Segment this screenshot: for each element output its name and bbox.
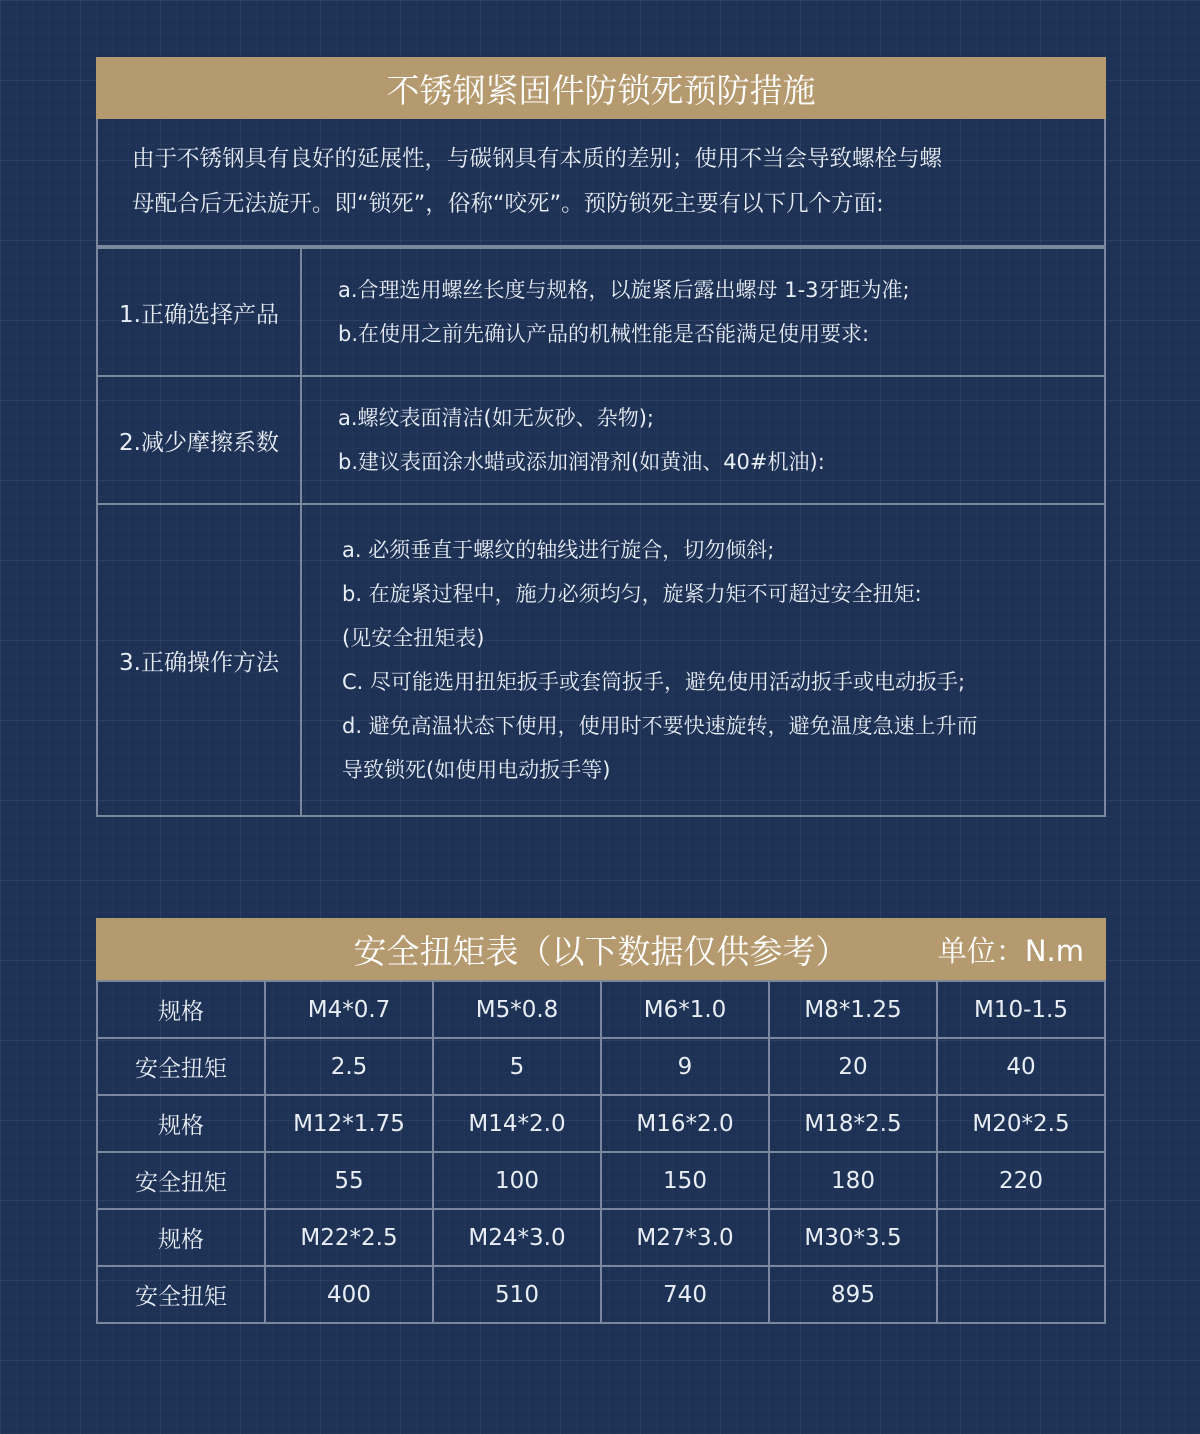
torque-cell: 2.5: [265, 1038, 433, 1095]
measure-row: [97, 248, 1105, 376]
spec-cell: M22*2.5: [265, 1209, 433, 1266]
measure-item: b.建议表面涂水蜡或添加润滑剂(如黄油、40#机油):: [338, 450, 825, 474]
torque-cell: 100: [433, 1152, 601, 1209]
torque-cell: 150: [601, 1152, 769, 1209]
measure-row: [97, 376, 1105, 504]
torque-panel: [96, 918, 1106, 1324]
spec-cell: M24*3.0: [433, 1209, 601, 1266]
measure-title: 2.减少摩擦系数: [97, 376, 301, 504]
measure-item: 导致锁死(如使用电动扳手等): [342, 758, 611, 782]
torque-unit: 单位：N.m: [937, 933, 1084, 968]
spec-row: [97, 1095, 1105, 1152]
spec-cell: M30*3.5: [769, 1209, 937, 1266]
measure-item: a. 必须垂直于螺纹的轴线进行旋合，切勿倾斜;: [342, 538, 775, 562]
spec-cell: M14*2.0: [433, 1095, 601, 1152]
torque-cell: 180: [769, 1152, 937, 1209]
torque-row-label: 安全扭矩: [97, 1038, 265, 1095]
torque-cell: 740: [601, 1266, 769, 1323]
torque-row-label: 安全扭矩: [97, 1266, 265, 1323]
measure-item: a.螺纹表面清洁(如无灰砂、杂物);: [338, 406, 655, 430]
spec-cell: [937, 1209, 1105, 1266]
measure-item: (见安全扭矩表): [342, 626, 485, 650]
spec-cell: M12*1.75: [265, 1095, 433, 1152]
torque-cell: 9: [601, 1038, 769, 1095]
spec-row: [97, 981, 1105, 1038]
measure-item: d. 避免高温状态下使用，使用时不要快速旋转，避免温度急速上升而: [342, 714, 978, 738]
torque-row: [97, 1152, 1105, 1209]
prevention-title: 不锈钢紧固件防锁死预防措施: [386, 70, 816, 110]
spec-row: [97, 1209, 1105, 1266]
spec-cell: M6*1.0: [601, 981, 769, 1038]
torque-cell: 400: [265, 1266, 433, 1323]
spec-row-label: 规格: [97, 981, 265, 1038]
prevention-header: [96, 57, 1106, 119]
torque-cell: 55: [265, 1152, 433, 1209]
prevention-panel: [96, 57, 1106, 817]
torque-cell: 5: [433, 1038, 601, 1095]
torque-cell: 40: [937, 1038, 1105, 1095]
torque-header: [96, 918, 1106, 980]
torque-row: [97, 1038, 1105, 1095]
torque-cell: [937, 1266, 1105, 1323]
spec-cell: M8*1.25: [769, 981, 937, 1038]
torque-row: [97, 1266, 1105, 1323]
torque-row-label: 安全扭矩: [97, 1152, 265, 1209]
spec-cell: M18*2.5: [769, 1095, 937, 1152]
torque-title: 安全扭矩表（以下数据仅供参考）: [353, 931, 849, 971]
measure-item: a.合理选用螺丝长度与规格，以旋紧后露出螺母 1-3牙距为准;: [338, 278, 910, 302]
measure-row: [97, 504, 1105, 816]
measure-items: [301, 504, 1105, 816]
spec-cell: M5*0.8: [433, 981, 601, 1038]
torque-cell: 20: [769, 1038, 937, 1095]
spec-cell: M20*2.5: [937, 1095, 1105, 1152]
torque-cell: 220: [937, 1152, 1105, 1209]
intro-line: 母配合后无法旋开。即“锁死”，俗称“咬死”。预防锁死主要有以下几个方面:: [132, 191, 884, 217]
prevention-intro: [96, 119, 1106, 247]
measure-item: b. 在旋紧过程中，施力必须均匀，旋紧力矩不可超过安全扭矩:: [342, 582, 922, 606]
measure-item: b.在使用之前先确认产品的机械性能是否能满足使用要求:: [338, 322, 870, 346]
torque-table: [96, 980, 1106, 1324]
intro-line: 由于不锈钢具有良好的延展性，与碳钢具有本质的差别；使用不当会导致螺栓与螺: [132, 146, 943, 172]
torque-cell: 895: [769, 1266, 937, 1323]
spec-cell: M27*3.0: [601, 1209, 769, 1266]
torque-table-body: [97, 981, 1105, 1323]
measures-table: [96, 247, 1106, 817]
measure-item: C. 尽可能选用扭矩扳手或套筒扳手，避免使用活动扳手或电动扳手;: [342, 670, 966, 694]
spec-row-label: 规格: [97, 1095, 265, 1152]
spec-cell: M4*0.7: [265, 981, 433, 1038]
torque-cell: 510: [433, 1266, 601, 1323]
spec-cell: M16*2.0: [601, 1095, 769, 1152]
measure-title: 3.正确操作方法: [97, 504, 301, 816]
measure-title: 1.正确选择产品: [97, 248, 301, 376]
spec-cell: M10-1.5: [937, 981, 1105, 1038]
spec-row-label: 规格: [97, 1209, 265, 1266]
measure-items: [301, 248, 1105, 376]
measure-items: [301, 376, 1105, 504]
